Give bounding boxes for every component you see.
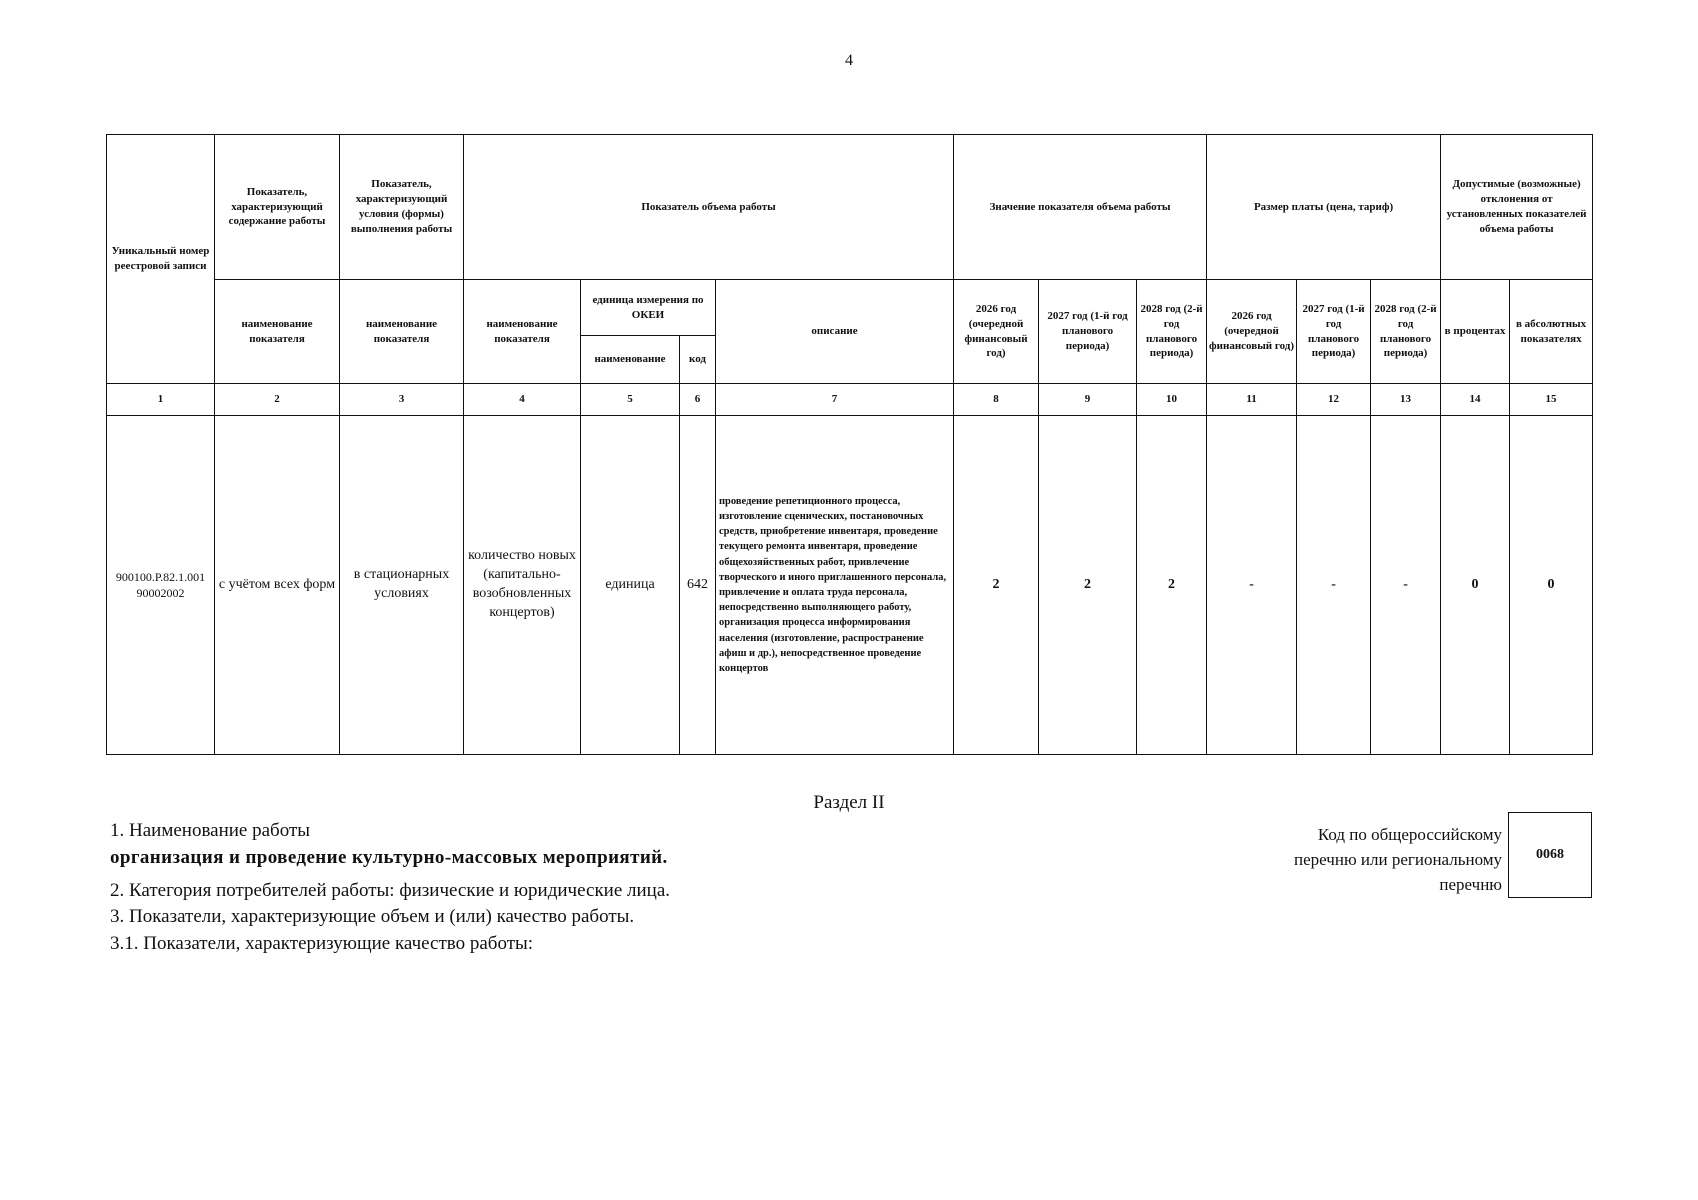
header-value-2028: 2028 год (2-й год планового периода) (1137, 280, 1207, 384)
header-registry-number: Уникальный номер реестровой записи (107, 135, 215, 384)
header-fee-2027: 2027 год (1-й год планового периода) (1297, 280, 1371, 384)
section-title: Раздел II (813, 792, 885, 813)
work-name-label: 1. Наименование работы (110, 820, 311, 841)
registry-code-label: Код по общероссийскому перечню или региональному перечню (1294, 825, 1502, 894)
header-okei-unit: единица измерения по ОКЕИ (581, 280, 716, 336)
column-number: 13 (1371, 384, 1441, 416)
page-number: 4 (845, 52, 853, 69)
header-deviation-percent: в процентах (1441, 280, 1510, 384)
cell-unit-code: 642 (680, 416, 716, 755)
cell-description: проведение репетиционного процесса, изготовление сценических, постановочных средств, приобретение инвентаря, проведение текущего ремонта инвентаря, проведение общехозяйственных работ, привлечение творческого и иного приглашенного персонала, привлечение и оплата труда персонала, непосредственно выполняющего работу, организация процесса информирования населения (изготовление, распространение афиш и др.), непосредственное проведение концертов (716, 416, 954, 755)
header-deviation-absolute: в абсолютных показателях (1510, 280, 1593, 384)
work-name-value: организация и проведение культурно-массовых мероприятий. (110, 847, 668, 868)
header-fee-2026: 2026 год (очередной финансовый год) (1207, 280, 1297, 384)
column-number: 12 (1297, 384, 1371, 416)
header-description: описание (716, 280, 954, 384)
header-indicator-name-4: наименование показателя (464, 280, 581, 384)
column-number: 10 (1137, 384, 1207, 416)
cell-indicator-name: количество новых (капитально-возобновленных концертов) (464, 416, 581, 755)
cell-deviation-percent: 0 (1441, 416, 1510, 755)
header-fee-2028: 2028 год (2-й год планового периода) (1371, 280, 1441, 384)
column-number: 7 (716, 384, 954, 416)
header-content-indicator: Показатель, характеризующий содержание работы (215, 135, 340, 280)
header-conditions-indicator: Показатель, характеризующий условия (формы) выполнения работы (340, 135, 464, 280)
column-number: 9 (1039, 384, 1137, 416)
table-row (107, 416, 1593, 755)
column-number: 4 (464, 384, 581, 416)
cell-value-2026: 2 (954, 416, 1039, 755)
column-number: 1 (107, 384, 215, 416)
cell-value-2028: 2 (1137, 416, 1207, 755)
registry-code-box (1508, 812, 1592, 898)
cell-value-2027: 2 (1039, 416, 1137, 755)
header-volume-indicator: Показатель объема работы (464, 135, 954, 280)
cell-content: с учётом всех форм (215, 416, 340, 755)
column-number: 2 (215, 384, 340, 416)
consumer-category: 2. Категория потребителей работы: физические и юридические лица. (110, 880, 671, 901)
column-number: 11 (1207, 384, 1297, 416)
column-number: 8 (954, 384, 1039, 416)
header-indicator-name-2: наименование показателя (215, 280, 340, 384)
indicators-heading: 3. Показатели, характеризующие объем и (или) качество работы. (110, 906, 635, 927)
header-fee: Размер платы (цена, тариф) (1207, 135, 1441, 280)
column-number: 15 (1510, 384, 1593, 416)
quality-indicators-heading: 3.1. Показатели, характеризующие качество работы: (110, 933, 534, 954)
column-number: 6 (680, 384, 716, 416)
column-number: 3 (340, 384, 464, 416)
column-number: 14 (1441, 384, 1510, 416)
header-value-2027: 2027 год (1-й год планового периода) (1039, 280, 1137, 384)
header-indicator-name-3: наименование показателя (340, 280, 464, 384)
cell-deviation-absolute: 0 (1510, 416, 1593, 755)
cell-unit-name: единица (581, 416, 680, 755)
registry-code-value: 0068 (1536, 847, 1564, 862)
header-deviation: Допустимые (возможные) отклонения от установленных показателей объема работы (1441, 135, 1593, 280)
cell-fee-2026: - (1207, 416, 1297, 755)
cell-conditions: в стационарных условиях (340, 416, 464, 755)
cell-registry-number: 900100.Р.82.1.001 90002002 (107, 416, 215, 755)
header-volume-value: Значение показателя объема работы (954, 135, 1207, 280)
column-number: 5 (581, 384, 680, 416)
header-value-2026: 2026 год (очередной финансовый год) (954, 280, 1039, 384)
volume-indicators-table (106, 134, 1593, 755)
header-okei-name: наименование (581, 336, 680, 384)
cell-fee-2028: - (1371, 416, 1441, 755)
header-okei-code: код (680, 336, 716, 384)
cell-fee-2027: - (1297, 416, 1371, 755)
